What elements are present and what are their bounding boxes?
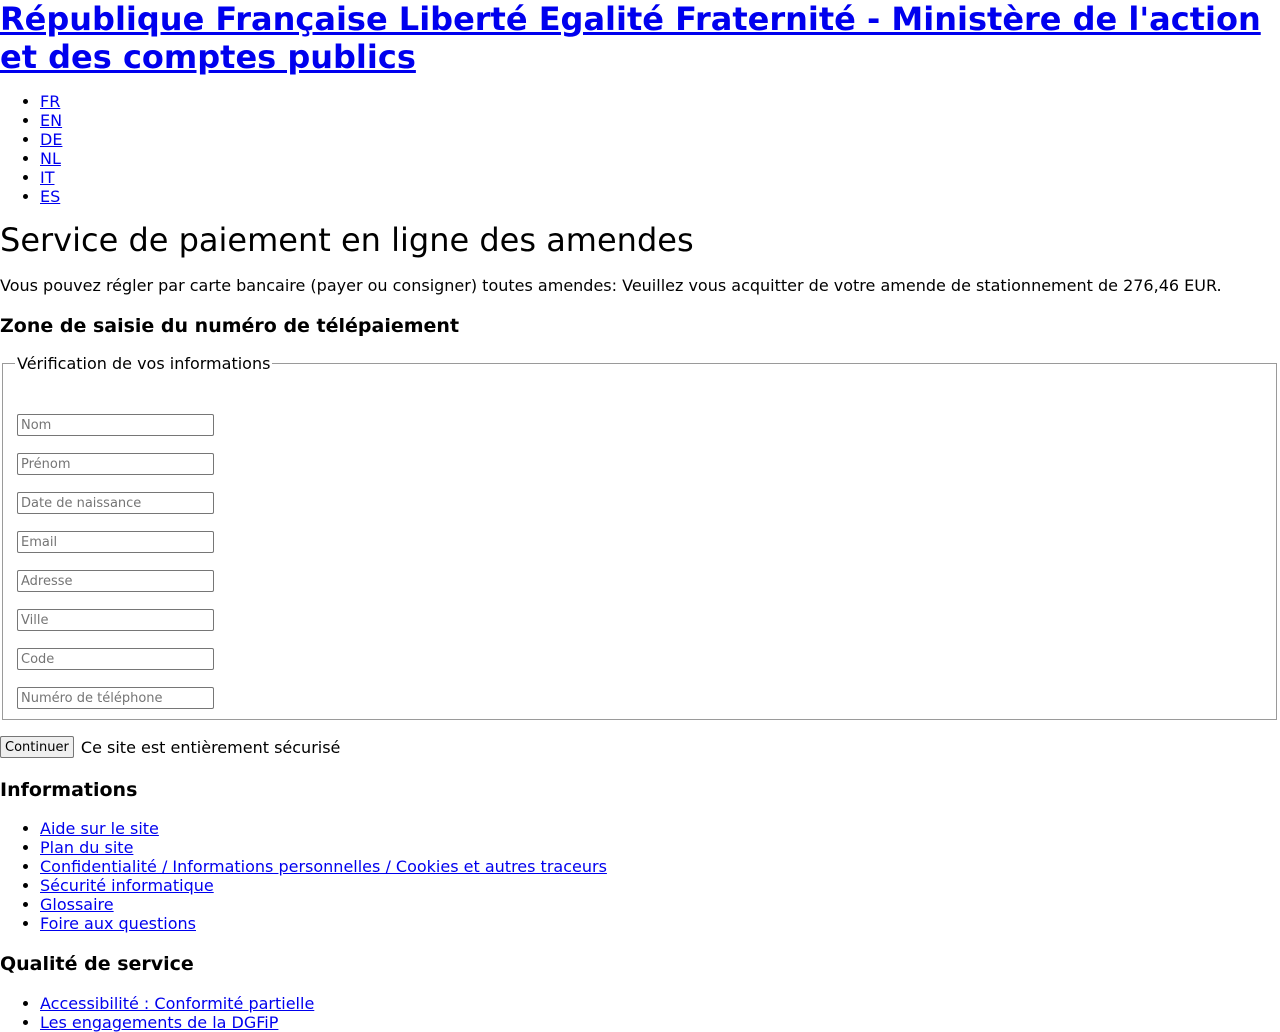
list-item [40,819,607,838]
list-item [40,895,607,914]
language-item [40,111,62,130]
intro-text: Vous pouvez régler par carte bancaire (payer ou consigner) toutes amendes: Veuillez vous acquitter de votre amende de stationnement de 276,46 EUR. [0,276,1222,295]
language-item [40,168,62,187]
fieldset-legend: Vérification de vos informations [17,354,271,373]
qualite-heading: Qualité de service [0,953,194,975]
securite-link[interactable]: Sécurité informatique [40,876,214,895]
language-link-de[interactable]: DE [40,130,63,149]
accessibilite-link[interactable]: Accessibilité : Conformité partielle [40,994,315,1013]
list-item [40,994,314,1013]
secure-notice: Ce site est entièrement sécurisé [80,737,341,757]
confidentialite-link[interactable]: Confidentialité / Informations personnelles / Cookies et autres traceurs [40,857,607,876]
list-item [40,876,607,895]
code-input[interactable] [17,648,214,670]
informations-heading: Informations [0,779,138,801]
language-link-en[interactable]: EN [40,111,63,130]
plan-du-site-link[interactable]: Plan du site [40,838,134,857]
language-list [0,92,62,206]
language-link-it[interactable]: IT [40,168,55,187]
prenom-input[interactable] [17,453,214,475]
page-title: Service de paiement en ligne des amendes [0,221,694,259]
list-item [40,838,607,857]
aide-link[interactable]: Aide sur le site [40,819,159,838]
engagements-link[interactable]: Les engagements de la DGFiP [40,1013,279,1032]
nom-input[interactable] [17,414,214,436]
language-link-es[interactable]: ES [40,187,61,206]
qualite-list [0,994,314,1032]
list-item [40,1013,314,1032]
faq-link[interactable]: Foire aux questions [40,914,196,933]
informations-list [0,819,607,933]
language-item [40,92,62,111]
zone-title: Zone de saisie du numéro de télépaiement [0,315,460,337]
site-title-link[interactable]: République Française Liberté Egalité Fraternité - Ministère de l'action et des comptes publics [0,0,1261,76]
adresse-input[interactable] [17,570,214,592]
language-item [40,149,62,168]
date-naissance-input[interactable] [17,492,214,514]
email-input[interactable] [17,531,214,553]
telephone-input[interactable] [17,687,214,709]
site-title [0,0,1270,76]
list-item [40,857,607,876]
glossaire-link[interactable]: Glossaire [40,895,114,914]
language-link-nl[interactable]: NL [40,149,61,168]
continue-button[interactable]: Continuer [0,736,74,758]
list-item [40,914,607,933]
verification-fieldset [2,354,1277,720]
language-item [40,130,62,149]
language-item [40,187,62,206]
ville-input[interactable] [17,609,214,631]
language-link-fr[interactable]: FR [40,92,61,111]
submit-row [0,736,340,758]
